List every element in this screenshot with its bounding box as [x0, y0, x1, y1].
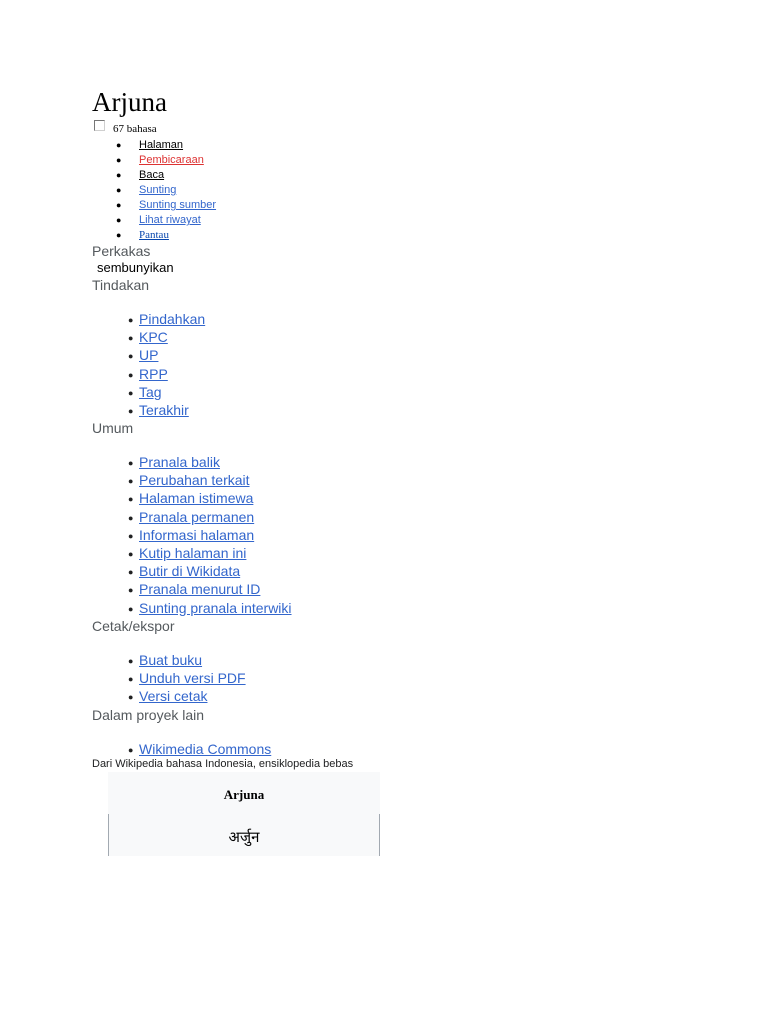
- bullet-icon: ●: [128, 585, 134, 596]
- menu-link[interactable]: Pranala balik: [139, 454, 220, 470]
- list-item: [128, 580, 292, 598]
- bullet-icon: ●: [128, 656, 134, 666]
- tab-sunting-sumber: [116, 198, 216, 213]
- bullet-icon: ●: [128, 494, 134, 505]
- bullet-icon: ●: [128, 387, 134, 398]
- bullet-icon: ●: [128, 674, 134, 685]
- menu-link[interactable]: Wikimedia Commons: [139, 741, 272, 757]
- page-title: Arjuna: [92, 87, 167, 117]
- bullet-icon: ●: [116, 230, 122, 240]
- tab-halaman: [116, 138, 216, 153]
- bullet-icon: ●: [128, 603, 134, 614]
- bullet-icon: ●: [128, 692, 134, 703]
- bullet-icon: ●: [128, 458, 134, 468]
- tab-sunting: [116, 183, 216, 198]
- bullet-icon: ●: [128, 567, 134, 578]
- bullet-icon: ●: [128, 548, 134, 559]
- infobox-native-name: अर्जुन: [108, 814, 380, 856]
- menu-link[interactable]: Versi cetak: [139, 688, 208, 705]
- menu-tindakan: [128, 310, 205, 419]
- list-item: [128, 401, 205, 419]
- bullet-icon: ●: [116, 155, 122, 165]
- tab-pembicaraan: [116, 153, 216, 168]
- tab-link[interactable]: Sunting sumber: [139, 199, 217, 211]
- list-item: [128, 687, 246, 705]
- list-item: [128, 651, 246, 669]
- bullet-icon: ●: [116, 140, 122, 150]
- language-toggle-checkbox[interactable]: [94, 120, 105, 131]
- tab-link[interactable]: Pembicaraan: [139, 154, 204, 166]
- tab-link[interactable]: Lihat riwayat: [139, 214, 201, 226]
- bullet-icon: ●: [128, 405, 134, 416]
- list-item: [128, 310, 205, 328]
- list-item: [128, 599, 292, 617]
- section-heading-cetak-ekspor: Cetak/ekspor: [92, 618, 175, 634]
- menu-proyek-lain: [128, 740, 271, 758]
- bullet-icon: ●: [128, 333, 134, 344]
- list-item: [128, 365, 205, 383]
- bullet-icon: ●: [116, 170, 122, 180]
- menu-link[interactable]: UP: [139, 347, 159, 364]
- list-item: [128, 740, 271, 758]
- site-tagline: Dari Wikipedia bahasa Indonesia, ensiklopedia bebas: [92, 758, 354, 770]
- list-item: [128, 669, 246, 687]
- menu-link[interactable]: Sunting pranala interwiki: [139, 599, 292, 616]
- bullet-icon: ●: [128, 530, 134, 541]
- tab-baca: [116, 168, 216, 183]
- tab-link[interactable]: Halaman: [139, 139, 184, 151]
- tab-link[interactable]: Sunting: [139, 184, 177, 196]
- bullet-icon: ●: [116, 185, 122, 195]
- menu-link[interactable]: Unduh versi PDF: [139, 670, 246, 687]
- page-tabs: [116, 138, 216, 243]
- list-item: [128, 346, 205, 364]
- bullet-icon: ●: [128, 369, 134, 380]
- menu-link[interactable]: Kutip halaman ini: [139, 544, 247, 561]
- infobox: [108, 772, 380, 856]
- list-item: [128, 453, 292, 471]
- menu-link[interactable]: Pranala menurut ID: [139, 581, 261, 598]
- list-item: [128, 471, 292, 489]
- section-heading-umum: Umum: [92, 420, 134, 436]
- list-item: [128, 526, 292, 544]
- bullet-icon: ●: [128, 351, 134, 362]
- list-item: [128, 508, 292, 526]
- bullet-icon: ●: [116, 215, 122, 225]
- bullet-icon: ●: [116, 200, 122, 210]
- hide-tools-button[interactable]: sembunyikan: [97, 260, 174, 275]
- section-heading-proyek-lain: Dalam proyek lain: [92, 707, 205, 723]
- menu-link[interactable]: Informasi halaman: [139, 526, 255, 543]
- bullet-icon: ●: [128, 512, 134, 523]
- tab-link[interactable]: Baca: [139, 169, 165, 181]
- list-item: [128, 544, 292, 562]
- section-heading-tindakan: Tindakan: [92, 277, 150, 293]
- menu-link[interactable]: Butir di Wikidata: [139, 563, 241, 580]
- menu-link[interactable]: Buat buku: [139, 652, 203, 668]
- bullet-icon: ●: [128, 476, 134, 487]
- menu-link[interactable]: Tag: [139, 383, 162, 400]
- menu-umum: [128, 453, 292, 617]
- menu-cetak-ekspor: [128, 651, 246, 706]
- infobox-title: Arjuna: [223, 787, 265, 802]
- list-item: [128, 489, 292, 507]
- language-count-label[interactable]: 67 bahasa: [113, 123, 157, 135]
- list-item: [128, 562, 292, 580]
- menu-link[interactable]: Pindahkan: [139, 311, 206, 327]
- bullet-icon: ●: [128, 315, 134, 325]
- list-item: [128, 328, 205, 346]
- tab-lihat-riwayat: [116, 213, 216, 228]
- tab-pantau: [116, 228, 216, 243]
- tab-link[interactable]: Pantau: [139, 229, 169, 241]
- menu-link[interactable]: Halaman istimewa: [139, 490, 254, 507]
- tools-heading: Perkakas: [92, 243, 151, 259]
- menu-link[interactable]: Perubahan terkait: [139, 472, 250, 489]
- menu-link[interactable]: KPC: [139, 329, 168, 346]
- list-item: [128, 383, 205, 401]
- menu-link[interactable]: RPP: [139, 365, 168, 382]
- menu-link[interactable]: Pranala permanen: [139, 508, 255, 525]
- bullet-icon: ●: [128, 745, 134, 755]
- menu-link[interactable]: Terakhir: [139, 401, 189, 418]
